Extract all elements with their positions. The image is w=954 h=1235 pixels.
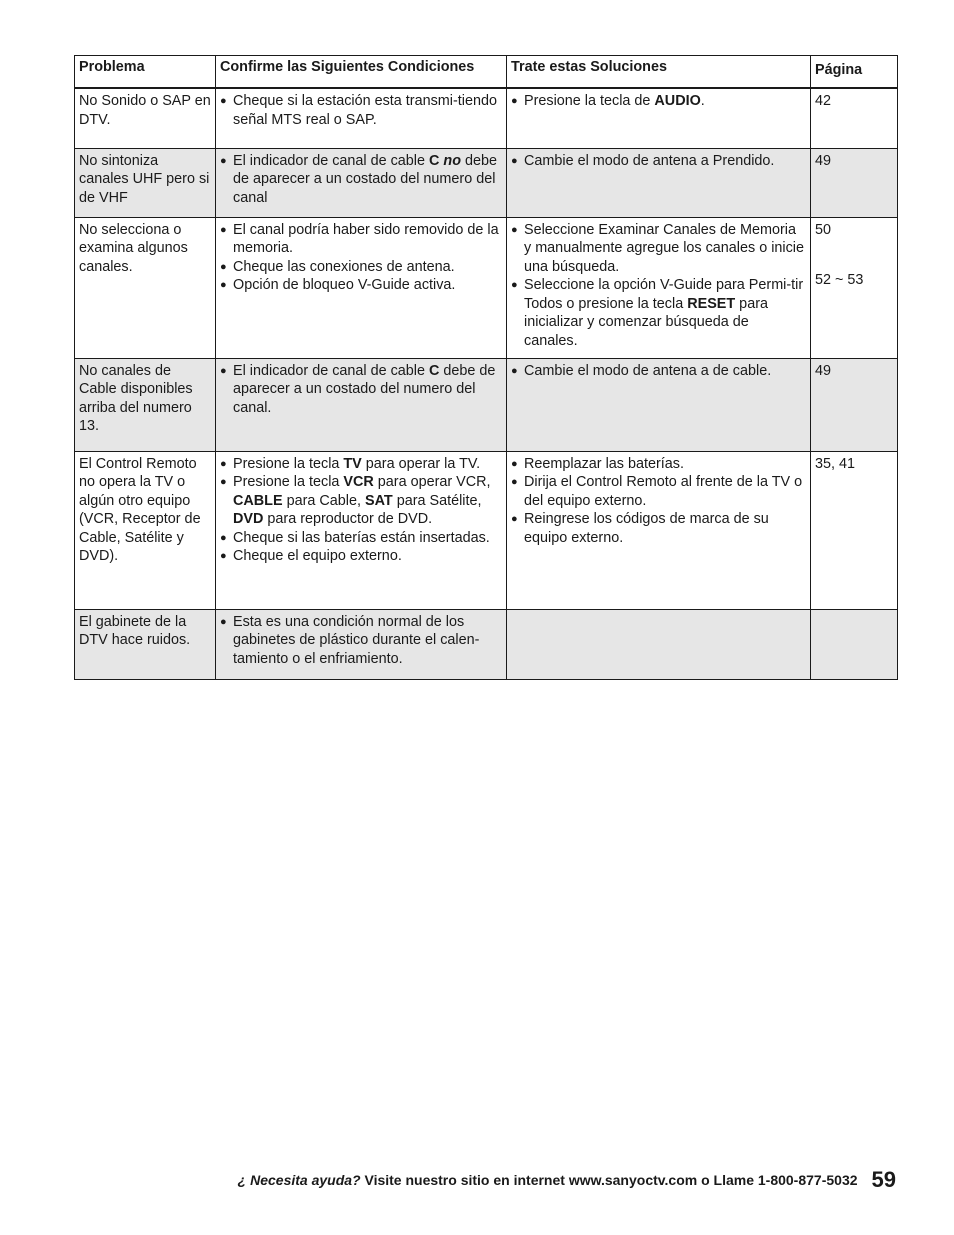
bullet-icon: ● — [220, 364, 227, 377]
list-item — [220, 613, 502, 669]
text-run: para operar la TV. — [361, 455, 481, 472]
page-footer — [238, 1165, 896, 1191]
page-reference: 52 ~ 53 — [815, 272, 864, 289]
list-item — [511, 362, 806, 381]
list-item — [511, 276, 806, 350]
text-run: debe de aparecer a un costado del numero del canal. — [233, 362, 496, 416]
text-run: . — [700, 93, 705, 109]
list-item — [511, 92, 806, 111]
text-run: Cheque el equipo externo. — [233, 548, 402, 565]
bullet-list — [220, 455, 502, 567]
text-run: Cheque si la estación esta transmi-tiendo señal MTS real o SAP. — [233, 93, 497, 128]
conditions-cell — [216, 88, 507, 148]
list-item — [511, 152, 806, 171]
list-item — [220, 547, 502, 566]
text-run: El indicador de canal de cable — [233, 152, 430, 169]
solutions-cell — [507, 148, 811, 217]
conditions-cell — [216, 148, 507, 217]
bullet-icon: ● — [511, 154, 518, 167]
text-run: Seleccione Examinar Canales de Memoria y manualmente agregue los canales o inicie una búsqueda. — [524, 221, 804, 275]
bullet-icon: ● — [511, 457, 518, 470]
text-run: Presione la tecla — [233, 455, 344, 472]
text-run: Dirija el Control Remoto al frente de la TV o del equipo externo. — [524, 474, 803, 509]
list-item — [220, 152, 502, 208]
list-item — [220, 276, 502, 295]
bullet-list — [220, 152, 502, 208]
text-run: SAT — [364, 492, 393, 509]
text-run: Seleccione la opción V-Guide para Permi-tir Todos o presione la tecla — [524, 277, 804, 312]
solutions-cell — [507, 88, 811, 148]
list-item — [220, 258, 502, 277]
text-run: El indicador de canal de cable — [233, 362, 430, 379]
text-run: Esta es una condición normal de los gabinetes de plástico durante el calen-tamiento o el enfriamiento. — [233, 613, 480, 667]
header-solutions: Trate estas Soluciones — [507, 56, 811, 89]
page-cell — [811, 148, 898, 217]
help-label: ¿ Necesita ayuda? — [237, 1172, 361, 1188]
text-run: Cambie el modo de antena a Prendido. — [524, 152, 775, 169]
help-contact-text: Visite nuestro sitio en internet www.sanyoctv.com o Llame 1-800-877-5032 — [360, 1172, 858, 1188]
list-item — [511, 221, 806, 277]
bullet-icon: ● — [220, 95, 227, 107]
solutions-cell — [507, 451, 811, 609]
text-run: C — [429, 362, 440, 379]
table-row — [75, 88, 898, 148]
text-run: VCR — [343, 474, 374, 491]
text-run: RESET — [687, 295, 736, 312]
conditions-cell — [216, 358, 507, 451]
table-row — [75, 148, 898, 217]
bullet-icon: ● — [220, 550, 227, 563]
bullet-icon: ● — [220, 476, 227, 489]
page-reference: 49 — [815, 362, 832, 379]
bullet-list — [220, 613, 502, 669]
text-run: Cambie el modo de antena a de cable. — [524, 362, 772, 379]
table-body — [75, 88, 898, 679]
text-run: para inicializar y comenzar búsqueda de canales. — [524, 295, 768, 350]
table-row — [75, 609, 898, 679]
problem-cell: No Sonido o SAP en DTV. — [75, 88, 216, 148]
bullet-list — [511, 362, 806, 381]
bullet-icon: ● — [220, 279, 227, 292]
text-run: Cheque las conexiones de antena. — [233, 258, 455, 275]
list-item — [511, 473, 806, 510]
bullet-icon: ● — [511, 279, 518, 292]
bullet-list — [220, 92, 502, 129]
list-item — [220, 221, 502, 258]
text-run: para Satélite, — [392, 492, 482, 509]
text-run: Opción de bloqueo V-Guide activa. — [233, 277, 456, 294]
bullet-list — [511, 455, 806, 548]
text-run: no — [443, 152, 462, 169]
page-number: 59 — [871, 1167, 896, 1192]
bullet-icon: ● — [220, 457, 227, 470]
page-cell — [811, 358, 898, 451]
page-reference: 42 — [815, 93, 832, 109]
bullet-list — [220, 362, 502, 418]
solutions-cell — [507, 217, 811, 358]
list-item — [511, 455, 806, 474]
text-run: para reproductor de DVD. — [263, 511, 433, 528]
bullet-icon: ● — [511, 223, 518, 236]
text-run: Reingrese los códigos de marca de su equipo externo. — [524, 511, 769, 546]
page-cell — [811, 451, 898, 609]
bullet-icon: ● — [511, 364, 518, 377]
text-run: DVD — [233, 511, 264, 528]
page-cell — [811, 217, 898, 358]
text-run: TV — [343, 455, 362, 472]
text-run: El canal podría haber sido removido de la memoria. — [233, 221, 499, 257]
bullet-icon: ● — [220, 154, 227, 167]
text-run: Presione la tecla de — [524, 93, 655, 109]
page-cell — [811, 88, 898, 148]
bullet-icon: ● — [220, 260, 227, 273]
problem-cell: El Control Remoto no opera la TV o algún otro equipo (VCR, Receptor de Cable, Satélite y DVD). — [75, 451, 216, 609]
bullet-list — [511, 221, 806, 351]
text-run: Reemplazar las baterías. — [524, 455, 684, 472]
bullet-icon: ● — [511, 476, 518, 489]
bullet-icon: ● — [220, 615, 227, 628]
table-row — [75, 451, 898, 609]
conditions-cell — [216, 609, 507, 679]
bullet-list — [220, 221, 502, 295]
text-run: AUDIO — [654, 93, 701, 109]
table-row — [75, 358, 898, 451]
list-item — [220, 362, 502, 418]
problem-cell: El gabinete de la DTV hace ruidos. — [75, 609, 216, 679]
text-run: para operar VCR, — [373, 474, 491, 491]
bullet-icon: ● — [511, 513, 518, 526]
text-run: C — [429, 152, 444, 169]
list-item — [511, 510, 806, 547]
header-conditions: Confirme las Siguientes Condiciones — [216, 56, 507, 89]
header-page: Página — [811, 56, 898, 89]
page-reference: 49 — [815, 152, 832, 169]
solutions-cell — [507, 609, 811, 679]
conditions-cell — [216, 217, 507, 358]
bullet-icon: ● — [220, 531, 227, 544]
header-problem: Problema — [75, 56, 216, 89]
conditions-cell — [216, 451, 507, 609]
list-item — [220, 455, 502, 474]
page-reference: 50 — [815, 221, 832, 238]
text-run: CABLE — [233, 492, 283, 509]
list-item — [220, 473, 502, 529]
list-item — [220, 529, 502, 548]
table-row — [75, 217, 898, 358]
text-run: para Cable, — [282, 492, 365, 509]
bullet-icon: ● — [220, 223, 227, 236]
list-item — [220, 92, 502, 129]
bullet-list — [511, 92, 806, 111]
solutions-cell — [507, 358, 811, 451]
bullet-list — [511, 152, 806, 171]
problem-cell: No selecciona o examina algunos canales. — [75, 217, 216, 358]
page-cell — [811, 609, 898, 679]
text-run: Presione la tecla — [233, 474, 344, 491]
page-reference: 35, 41 — [815, 455, 856, 472]
text-run: debe de aparecer a un costado del numero del canal — [233, 152, 498, 206]
problem-cell: No sintoniza canales UHF pero si de VHF — [75, 148, 216, 217]
table-header-row — [75, 56, 898, 89]
troubleshooting-table — [74, 55, 898, 680]
text-run: Cheque si las baterías están insertadas. — [233, 529, 490, 546]
problem-cell: No canales de Cable disponibles arriba del numero 13. — [75, 358, 216, 451]
bullet-icon: ● — [511, 95, 518, 107]
